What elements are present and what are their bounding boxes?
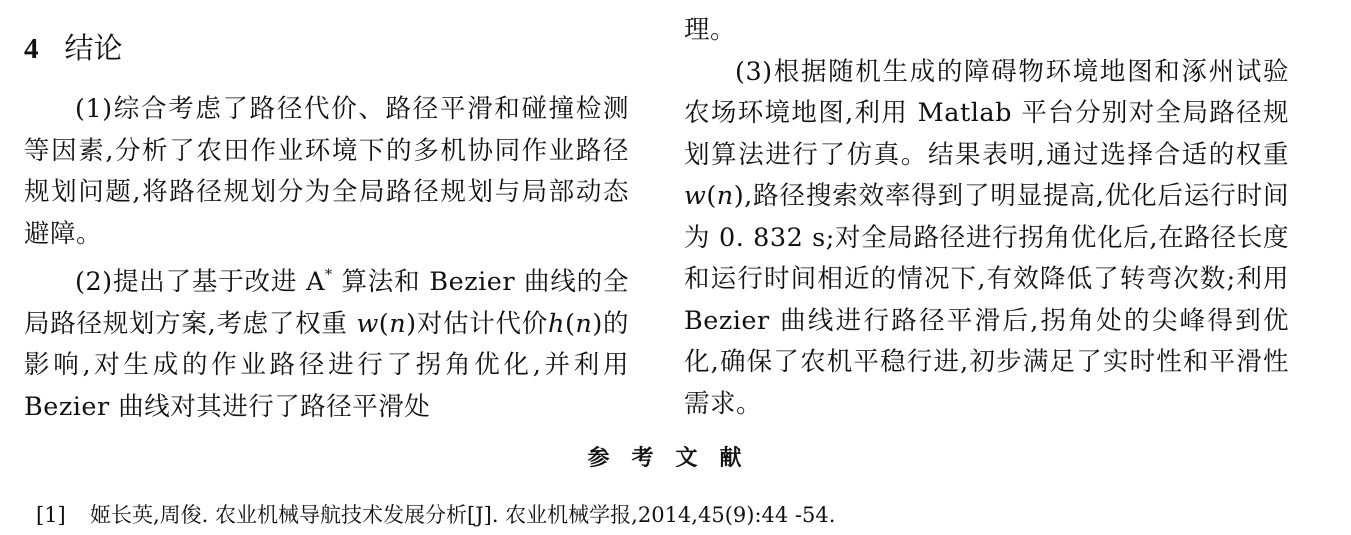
paragraph-2-continuation: 理。 [684,15,737,45]
section-heading [24,26,123,70]
p3-text-c: ),路径搜索效率得到了明显提高,优化后运行时间为 0. 832 s;对全局路径进行拐角优化后,在路径长度和运行时间相近的情况下,有效降低了转弯次数;利用 Bezier 曲线进行路径平滑后,拐角处的尖峰得到优化,确保了农机平稳行进,初步满足了实时性和平滑性需求。 [684,181,1289,419]
p3-var-n: n [716,181,734,211]
p2-paren-open-1: ( [378,308,390,339]
section-title: 结论 [64,31,123,65]
section-number: 4 [24,33,39,65]
p2-text-d: )对估计代价 [406,308,548,339]
p2-text-b: 算法和 Bezier 曲线的全局路径规划方案,考虑了权重 [24,267,629,339]
reference-tag: [1] [36,503,66,527]
p3-var-w: w [684,181,707,211]
p2-var-h: h [548,308,565,339]
reference-item [36,500,835,530]
conclusion-paragraph-3 [684,52,1289,426]
right-body [684,10,1289,425]
p2-paren-open-2: ( [564,308,576,339]
conclusion-paragraph-2 [24,255,629,428]
reference-text: 姬长英,周俊. 农业机械导航技术发展分析[J]. 农业机械学报,2014,45(9):44 -54. [90,503,836,527]
p2-text-a: (2)提出了基于改进 A [75,267,326,298]
p2-var-n1: n [389,308,407,339]
p3-text-a: (3)根据随机生成的障碍物环境地图和涿州试验农场环境地图,利用 Matlab 平台分别对全局路径规划算法进行了仿真。结果表明,通过选择合适的权重 [684,56,1289,170]
p2-var-w: w [356,308,379,339]
p3-paren-open: ( [706,181,717,211]
p2-var-n2: n [575,308,593,339]
p2-superscript: * [325,267,333,283]
p2-text-f: )的影响,对生成的作业路径进行了拐角优化,并利用 Bezier 曲线对其进行了路径平滑处 [24,308,630,422]
left-body [24,89,629,428]
references-heading: 参考文献 [587,446,764,471]
conclusion-paragraph-1: (1)综合考虑了路径代价、路径平滑和碰撞检测等因素,分析了农田作业环境下的多机协同作业路径规划问题,将路径规划分为全局路径规划与局部动态避障。 [24,94,629,249]
